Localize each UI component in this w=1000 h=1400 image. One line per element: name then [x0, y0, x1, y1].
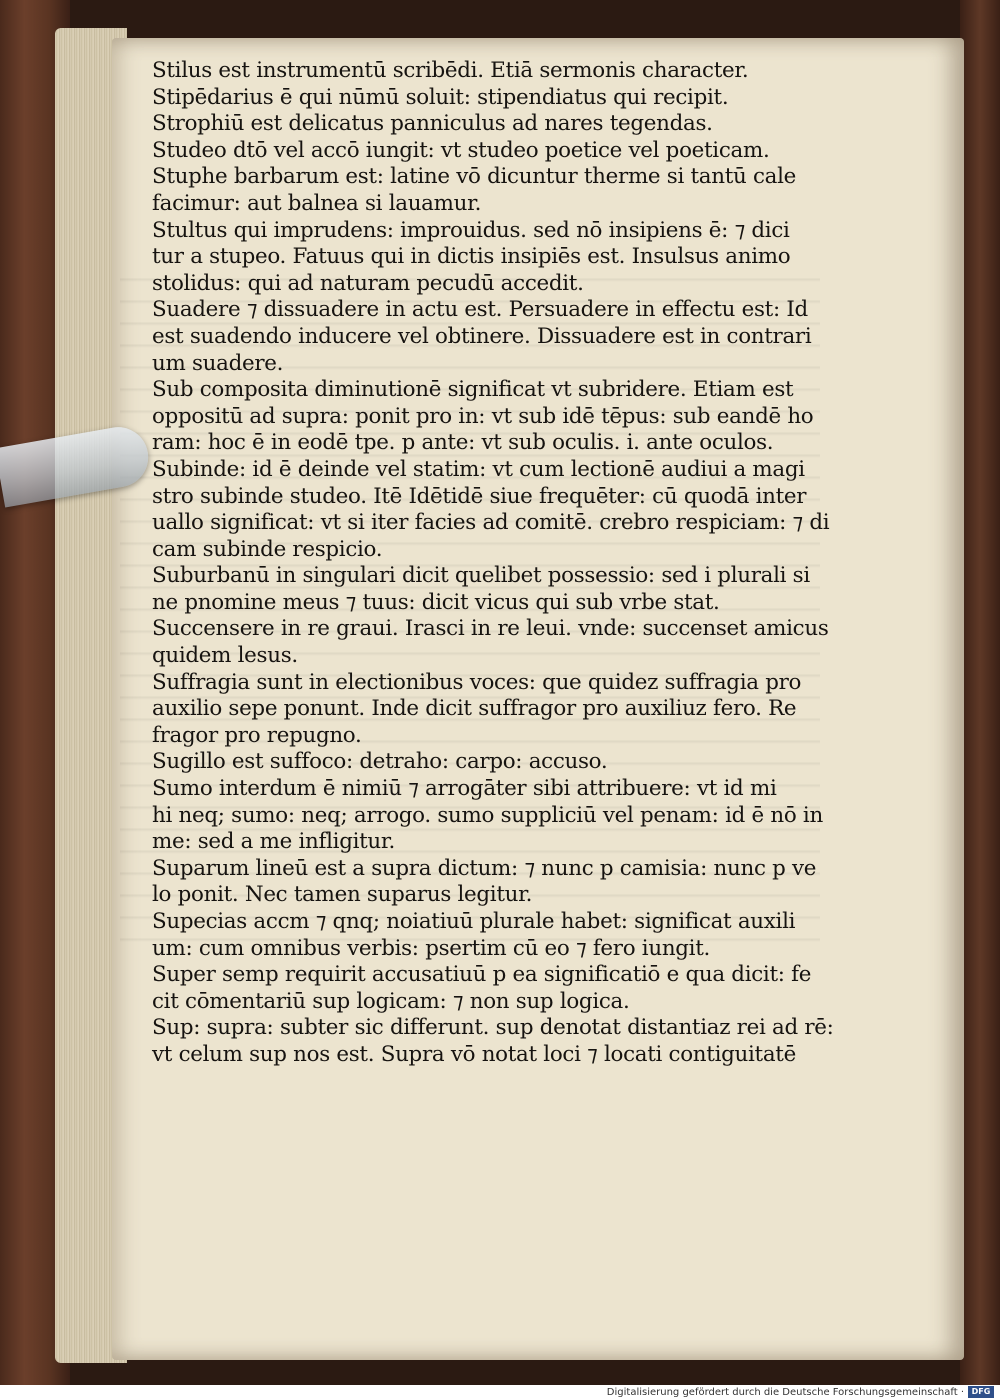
- text-line: oppositū ad supra: ponit pro in: vt sub idē tēpus: sub eandē ho: [152, 403, 814, 429]
- text-line: Studeo dtō vel accō iungit: vt studeo poetice vel poeticam.: [152, 137, 770, 163]
- text-line: Suparum lineū est a supra dictum: ⁊ nunc p camisia: nunc p ve: [152, 855, 817, 881]
- text-line: Sugillo est suffoco: detraho: carpo: accuso.: [152, 749, 608, 775]
- text-line: Suffragia sunt in electionibus voces: que quidez suffragia pro: [152, 669, 802, 695]
- text-line: Stultus qui imprudens: improuidus. sed nō insipiens ē: ⁊ dici: [152, 217, 790, 243]
- text-line: vt celum sup nos est. Supra vō notat loci ⁊ locati contiguitatē: [152, 1041, 796, 1067]
- text-line: cit cōmentariū sup logicam: ⁊ non sup logica.: [152, 988, 630, 1014]
- dfg-logo: DFG: [968, 1386, 994, 1398]
- text-line: me: sed a me infligitur.: [152, 829, 395, 855]
- text-line: Stipēdarius ē qui nūmū soluit: stipendiatus qui recipit.: [152, 84, 729, 110]
- text-line: uallo significat: vt si iter facies ad comitē. crebro respiciam: ⁊ di: [152, 510, 830, 536]
- text-line: stro subinde studeo. Itē Idētidē siue frequēter: cū quodā inter: [152, 483, 807, 509]
- text-line: Suadere ⁊ dissuadere in actu est. Persuadere in effectu est: Id: [152, 297, 808, 323]
- text-line: ram: hoc ē in eodē tpe. p ante: vt sub oculis. i. ante oculos.: [152, 430, 774, 456]
- text-line: Sub composita diminutionē significat vt subridere. Etiam est: [152, 377, 794, 403]
- text-line: Sup: supra: subter sic differunt. sup denotat distantiaz rei ad rē:: [152, 1015, 834, 1041]
- text-line: auxilio sepe ponunt. Inde dicit suffragor pro auxiliuz fero. Re: [152, 696, 797, 722]
- text-line: Suburbanū in singulari dicit quelibet possessio: sed i plurali si: [152, 563, 810, 589]
- text-line: est suadendo inducere vel obtinere. Dissuadere est in contrari: [152, 323, 812, 349]
- text-line: Stuphe barbarum est: latine vō dicuntur therme si tantū cale: [152, 164, 797, 190]
- text-line: Succensere in re graui. Irasci in re leui. vnde: succenset amicus: [152, 616, 829, 642]
- text-line: ne pnomine meus ⁊ tuus: dicit vicus qui sub vrbe stat.: [152, 589, 720, 615]
- page-text: [152, 58, 834, 1069]
- text-line: tur a stupeo. Fatuus qui in dictis insipiēs est. Insulsus animo: [152, 244, 791, 270]
- text-line: cam subinde respicio.: [152, 536, 383, 562]
- book-cover-right: [960, 0, 1000, 1385]
- text-line: um suadere.: [152, 350, 284, 376]
- text-line: hi neq; sumo: neq; arrogo. sumo suppliciū vel penam: id ē nō in: [152, 802, 823, 828]
- text-line: Sumo interdum ē nimiū ⁊ arrogāter sibi attribuere: vt id mi: [152, 776, 777, 802]
- text-line: um: cum omnibus verbis: psertim cū eo ⁊ fero iungit.: [152, 935, 711, 961]
- text-line: Supecias accm ⁊ qnq; noiatiuū plurale habet: significat auxili: [152, 909, 796, 934]
- text-line: Strophiū est delicatus panniculus ad nares tegendas.: [152, 111, 713, 137]
- text-line: lo ponit. Nec tamen suparus legitur.: [152, 882, 533, 908]
- text-line: quidem lesus.: [152, 643, 298, 669]
- footer-credit: Digitalisierung gefördert durch die Deutsche Forschungsgemeinschaft ·: [606, 1387, 964, 1398]
- text-line: facimur: aut balnea si lauamur.: [152, 190, 482, 216]
- text-line: Super semp requirit accusatiuū p ea significatiō e qua dicit: fe: [152, 962, 812, 988]
- text-line: fragor pro repugno.: [152, 722, 362, 748]
- text-line: stolidus: qui ad naturam pecudū accedit.: [152, 270, 584, 296]
- text-line: Subinde: id ē deinde vel statim: vt cum lectionē audiui a magi: [152, 456, 805, 482]
- text-line: Stilus est instrumentū scribēdi. Etiā sermonis character.: [152, 58, 749, 83]
- footer-bar: [0, 1385, 1000, 1400]
